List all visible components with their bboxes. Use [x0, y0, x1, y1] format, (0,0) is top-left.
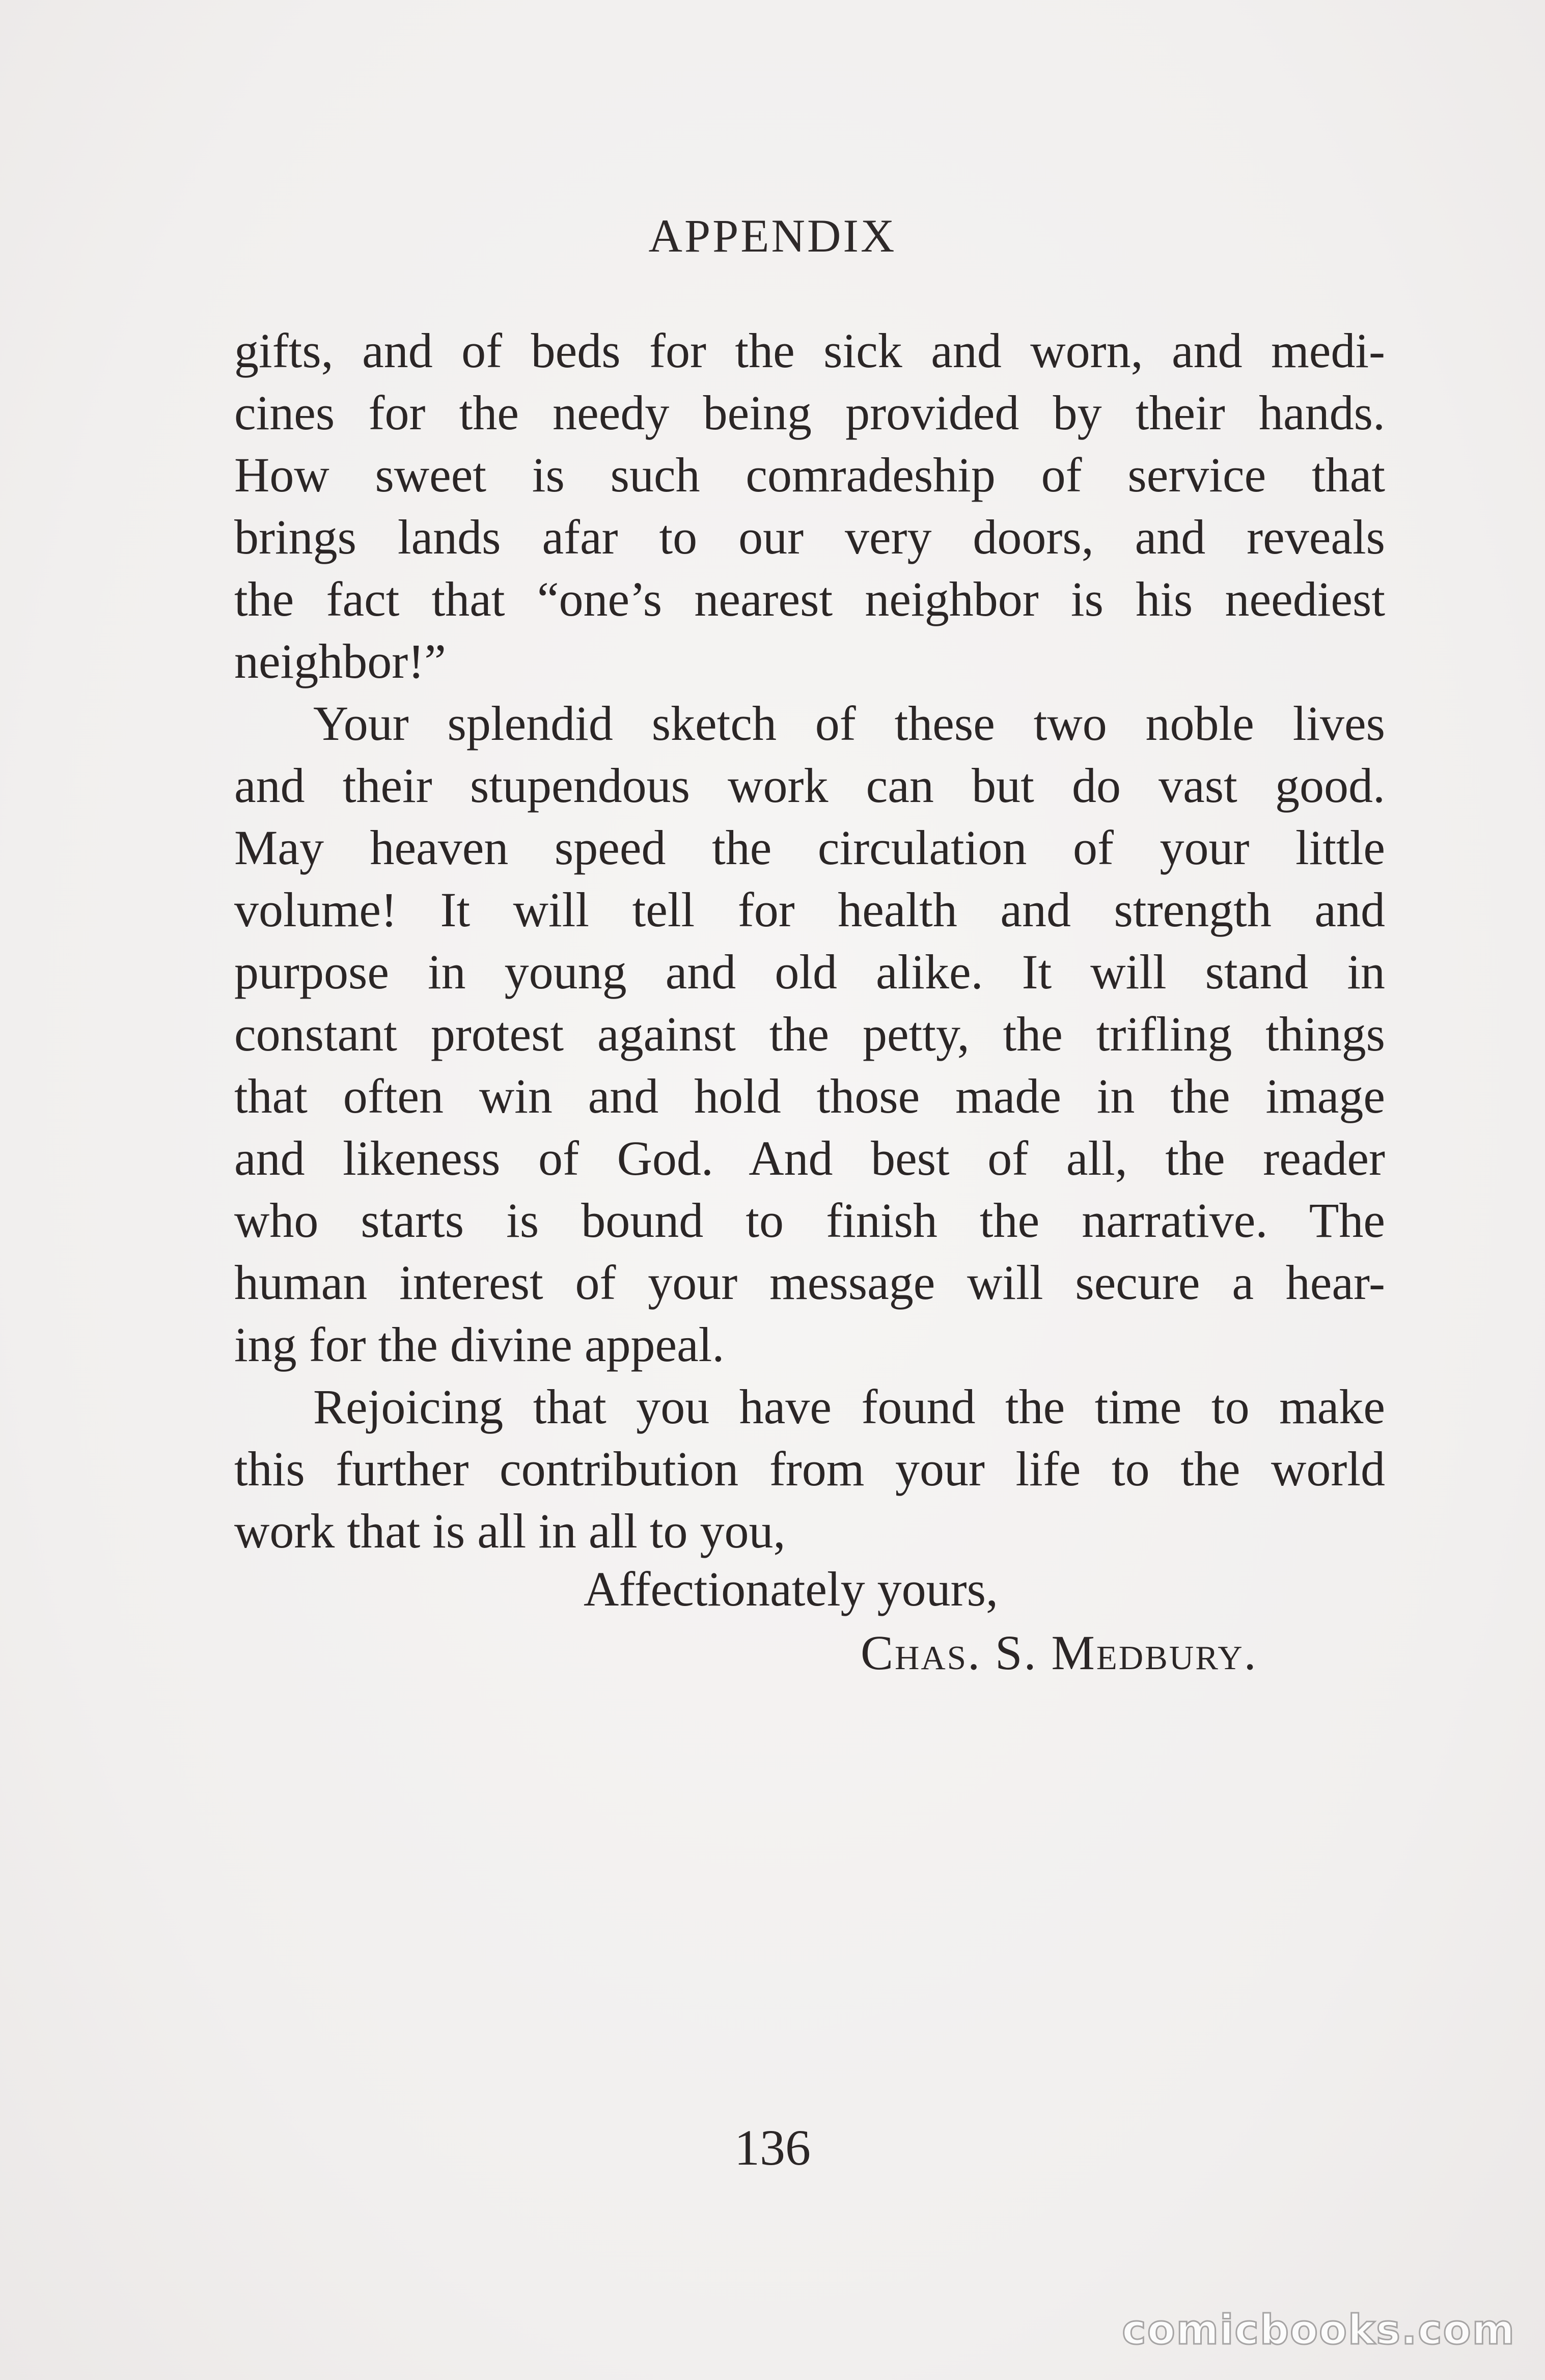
text-line: brings lands afar to our very doors, and reveals — [234, 510, 1385, 564]
running-head: APPENDIX — [648, 210, 897, 262]
text-line: ing for the divine appeal. — [234, 1317, 725, 1372]
site-watermark: comicbooks.com — [1122, 2306, 1515, 2354]
text-line: May heaven speed the circulation of your little — [234, 820, 1385, 875]
text-line: the fact that “one’s nearest neighbor is his neediest — [234, 572, 1385, 626]
letter-closing: Affectionately yours, — [584, 1562, 998, 1616]
text-line: How sweet is such comradeship of service that — [234, 448, 1385, 502]
letter-signature: Chas. S. Medbury. — [861, 1625, 1258, 1680]
text-line: and likeness of God. And best of all, the reader — [234, 1131, 1385, 1185]
text-line: human interest of your message will secure a hear- — [234, 1255, 1385, 1310]
text-line: volume! It will tell for health and strength and — [234, 882, 1385, 937]
text-line: cines for the needy being provided by their hands. — [234, 385, 1385, 440]
letter-body — [234, 320, 1385, 1562]
text-line: and their stupendous work can but do vast good. — [234, 758, 1385, 813]
page-number: 136 — [734, 2119, 811, 2176]
text-line: work that is all in all to you, — [234, 1504, 786, 1558]
paragraph-first-line: Your splendid sketch of these two noble lives — [313, 696, 1385, 751]
text-line: purpose in young and old alike. It will stand in — [234, 945, 1385, 999]
text-line: that often win and hold those made in the image — [234, 1069, 1385, 1123]
paragraph-first-line: Rejoicing that you have found the time to make — [313, 1379, 1385, 1434]
text-line: who starts is bound to finish the narrative. The — [234, 1193, 1385, 1248]
text-line: neighbor!” — [234, 634, 446, 688]
text-line: gifts, and of beds for the sick and worn, and medi- — [234, 323, 1385, 378]
text-line: this further contribution from your life to the world — [234, 1442, 1385, 1496]
text-line: constant protest against the petty, the trifling things — [234, 1007, 1385, 1061]
